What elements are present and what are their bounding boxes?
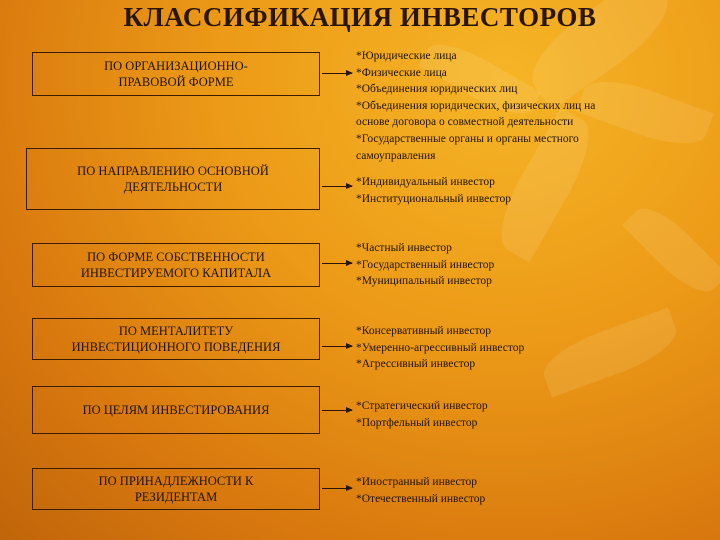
list-item: *Отечественный инвестор (356, 492, 486, 505)
category-label: ПО НАПРАВЛЕНИЮ ОСНОВНОЙ ДЕЯТЕЛЬНОСТИ (77, 164, 269, 194)
page-title: КЛАССИФИКАЦИЯ ИНВЕСТОРОВ (123, 2, 597, 32)
arrow (322, 488, 352, 489)
list-item: *Муниципальный инвестор (356, 275, 492, 288)
list-item: *Объединения юридических лиц (356, 83, 518, 96)
arrow (322, 186, 352, 187)
list-item: самоуправления (356, 149, 436, 162)
list-item: *Институциональный инвестор (356, 192, 511, 205)
list-item: *Индивидуальный инвестор (356, 176, 495, 188)
category-box (32, 318, 320, 360)
investor-list (356, 398, 696, 431)
category-label: ПО ЦЕЛЯМ ИНВЕСТИРОВАНИЯ (82, 403, 270, 417)
list-item: *Юридические лица (356, 50, 457, 62)
arrow (322, 410, 352, 411)
list-item: *Иностранный инвестор (356, 476, 477, 488)
arrow (322, 346, 352, 347)
list-item: *Государственный инвестор (356, 258, 495, 271)
investor-list (356, 240, 696, 290)
category-label: ПО ФОРМЕ СОБСТВЕННОСТИ ИНВЕСТИРУЕМОГО КАПИТАЛА (80, 250, 272, 280)
list-item: *Объединения юридических, физических лиц на (356, 99, 596, 112)
category-label: ПО ПРИНАДЛЕЖНОСТИ К РЕЗИДЕНТАМ (98, 474, 254, 504)
category-box (32, 52, 320, 96)
category-box (26, 148, 320, 210)
category-box (32, 386, 320, 434)
list-item: *Стратегический инвестор (356, 400, 488, 412)
list-item: *Умеренно-агрессивный инвестор (356, 341, 525, 354)
arrow (322, 263, 352, 264)
investor-list (356, 323, 696, 373)
list-item: *Физические лица (356, 66, 447, 79)
list-item: *Консервативный инвестор (356, 325, 491, 337)
investor-list (356, 174, 696, 207)
list-item: *Агрессивный инвестор (356, 358, 476, 371)
category-label: ПО ОРГАНИЗАЦИОННО- ПРАВОВОЙ ФОРМЕ (104, 59, 248, 89)
list-item: *Частный инвестор (356, 242, 452, 254)
category-box (32, 468, 320, 510)
investor-list (356, 48, 696, 164)
category-box (32, 243, 320, 287)
list-item: основе договора о совместной деятельности (356, 116, 574, 129)
list-item: *Государственные органы и органы местного (356, 132, 579, 145)
list-item: *Портфельный инвестор (356, 416, 478, 429)
category-label: ПО МЕНТАЛИТЕТУ ИНВЕСТИЦИОННОГО ПОВЕДЕНИЯ (71, 324, 281, 354)
investor-list (356, 474, 696, 507)
arrow (322, 73, 352, 74)
